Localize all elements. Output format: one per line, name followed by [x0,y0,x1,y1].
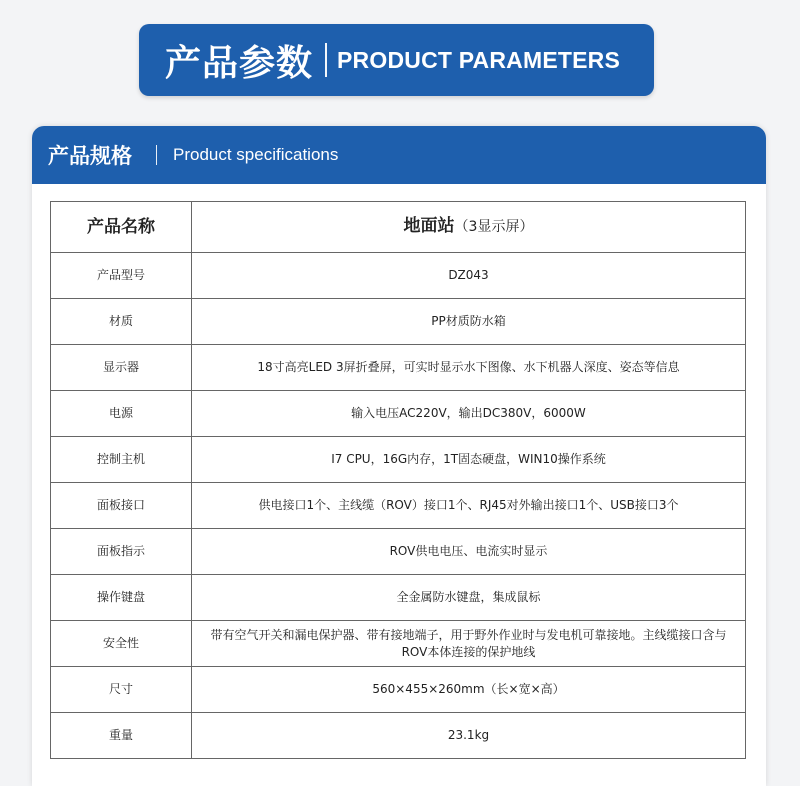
row-label: 重量 [51,713,192,759]
row-label: 面板指示 [51,529,192,575]
table-row [51,713,746,759]
row-value: I7 CPU，16G内存，1T固态硬盘，WIN10操作系统 [192,437,746,483]
spec-table [50,201,746,759]
row-label: 产品型号 [51,253,192,299]
banner-divider [325,43,327,77]
table-row [51,667,746,713]
table-row [51,621,746,667]
row-value: ROV供电电压、电流实时显示 [192,529,746,575]
spec-card [32,126,766,786]
row-value: 输入电压AC220V，输出DC380V，6000W [192,391,746,437]
header-label: 产品名称 [51,202,192,253]
row-value: 23.1kg [192,713,746,759]
card-title-en: Product specifications [173,145,339,164]
header-value-note: （3显示屏） [454,219,534,235]
table-row [51,345,746,391]
table-row [51,299,746,345]
row-label: 显示器 [51,345,192,391]
table-header-row [51,202,746,253]
card-title-divider [156,145,157,165]
table-row [51,575,746,621]
row-label: 操作键盘 [51,575,192,621]
row-value: 带有空气开关和漏电保护器、带有接地端子，用于野外作业时与发电机可靠接地。主线缆接口含与ROV本体连接的保护地线 [192,621,746,667]
row-label: 安全性 [51,621,192,667]
row-label: 尺寸 [51,667,192,713]
table-row [51,529,746,575]
banner-title-en: PRODUCT PARAMETERS [337,46,621,73]
row-value: PP材质防水箱 [192,299,746,345]
row-label: 材质 [51,299,192,345]
row-value: 18寸高亮LED 3屏折叠屏，可实时显示水下图像、水下机器人深度、姿态等信息 [192,345,746,391]
header-value-main: 地面站 [403,216,455,236]
row-value: 560×455×260mm（长×宽×高） [192,667,746,713]
header-value [192,202,746,253]
card-title-cn: 产品规格 [48,144,132,168]
table-row [51,391,746,437]
table-row [51,253,746,299]
row-label: 面板接口 [51,483,192,529]
banner-title-cn: 产品参数 [165,42,314,84]
row-label: 控制主机 [51,437,192,483]
spec-card-header [32,126,766,184]
row-value: 全金属防水键盘，集成鼠标 [192,575,746,621]
table-row [51,437,746,483]
section-banner [139,24,654,96]
row-value: 供电接口1个、主线缆（ROV）接口1个、RJ45对外输出接口1个、USB接口3个 [192,483,746,529]
table-row [51,483,746,529]
row-value: DZ043 [192,253,746,299]
row-label: 电源 [51,391,192,437]
